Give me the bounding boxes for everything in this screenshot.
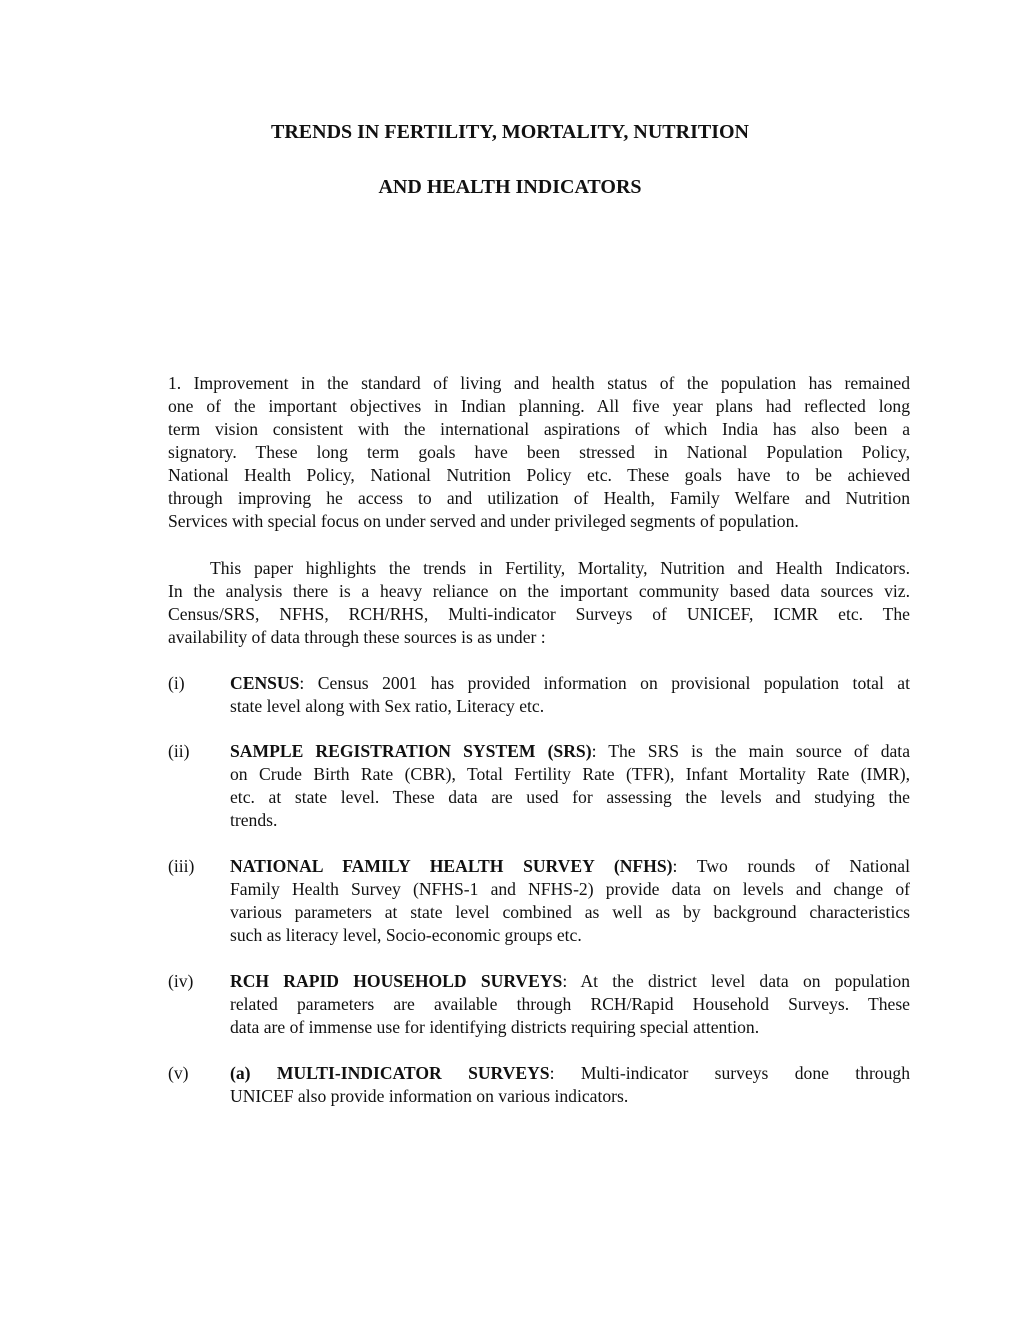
list-item-census (230, 672, 910, 718)
item-heading: RCH RAPID HOUSEHOLD SURVEYS (230, 971, 563, 991)
text-line: 1. Improvement in the standard of living and health status of the population has remained (168, 373, 910, 393)
item-text: : Multi-indicator surveys done through (549, 1063, 910, 1083)
text-line: one of the important objectives in Indian planning. All five year plans had reflected long (168, 396, 910, 416)
text-line: such as literacy level, Socio-economic groups etc. (230, 925, 582, 945)
text-line: through improving he access to and utilization of Health, Family Welfare and Nutrition (168, 488, 910, 508)
text-line: In the analysis there is a heavy reliance on the important community based data sources viz. (168, 581, 910, 601)
text-line: trends. (230, 810, 278, 830)
text-line: state level along with Sex ratio, Literacy etc. (230, 696, 545, 716)
item-text: : The SRS is the main source of data (591, 741, 911, 761)
item-heading: SAMPLE REGISTRATION SYSTEM (SRS) (230, 741, 592, 761)
list-item-multi-indicator (230, 1062, 910, 1108)
text-line: availability of data through these sources is as under : (168, 627, 546, 647)
text-line: etc. at state level. These data are used for assessing the levels and studying the (230, 787, 910, 807)
item-number: (iii) (168, 856, 195, 876)
item-number: (i) (168, 673, 185, 693)
item-number: (v) (168, 1063, 189, 1083)
list-item-nfhs (230, 855, 910, 947)
text-line: This paper highlights the trends in Fertility, Mortality, Nutrition and Health Indicators. (210, 558, 910, 578)
text-line: data are of immense use for identifying districts requiring special attention. (230, 1017, 760, 1037)
text-line: Services with special focus on under served and under privileged segments of population. (168, 511, 799, 531)
text-line: on Crude Birth Rate (CBR), Total Fertility Rate (TFR), Infant Mortality Rate (IMR), (230, 764, 910, 784)
item-number: (iv) (168, 971, 194, 991)
text-line: Census/SRS, NFHS, RCH/RHS, Multi-indicator Surveys of UNICEF, ICMR etc. The (168, 604, 910, 624)
text-line: UNICEF also provide information on various indicators. (230, 1086, 629, 1106)
item-text: : At the district level data on population (562, 971, 910, 991)
item-heading: CENSUS (230, 673, 300, 693)
document-title-line-1: TRENDS IN FERTILITY, MORTALITY, NUTRITION (271, 121, 749, 143)
item-text: : Two rounds of National (672, 856, 910, 876)
text-line: related parameters are available through RCH/Rapid Household Surveys. These (230, 994, 910, 1014)
item-heading: NATIONAL FAMILY HEALTH SURVEY (NFHS) (230, 856, 673, 876)
text-line: signatory. These long term goals have been stressed in National Population Policy, (168, 442, 910, 462)
text-line: various parameters at state level combined as well as by background characteristics (230, 902, 910, 922)
list-item-rch (230, 970, 910, 1039)
text-line: Family Health Survey (NFHS-1 and NFHS-2) provide data on levels and change of (230, 879, 910, 899)
text-line: National Health Policy, National Nutrition Policy etc. These goals have to be achieved (168, 465, 910, 485)
paragraph-1 (168, 372, 910, 533)
item-text: : Census 2001 has provided information on provisional population total at (299, 673, 910, 693)
list-item-srs (230, 740, 910, 832)
document-title-line-2: AND HEALTH INDICATORS (378, 176, 642, 198)
item-number: (ii) (168, 741, 190, 761)
paragraph-2 (168, 557, 910, 649)
text-line: term vision consistent with the international aspirations of which India has also been a (168, 419, 910, 439)
item-heading: (a) MULTI-INDICATOR SURVEYS (230, 1063, 550, 1083)
